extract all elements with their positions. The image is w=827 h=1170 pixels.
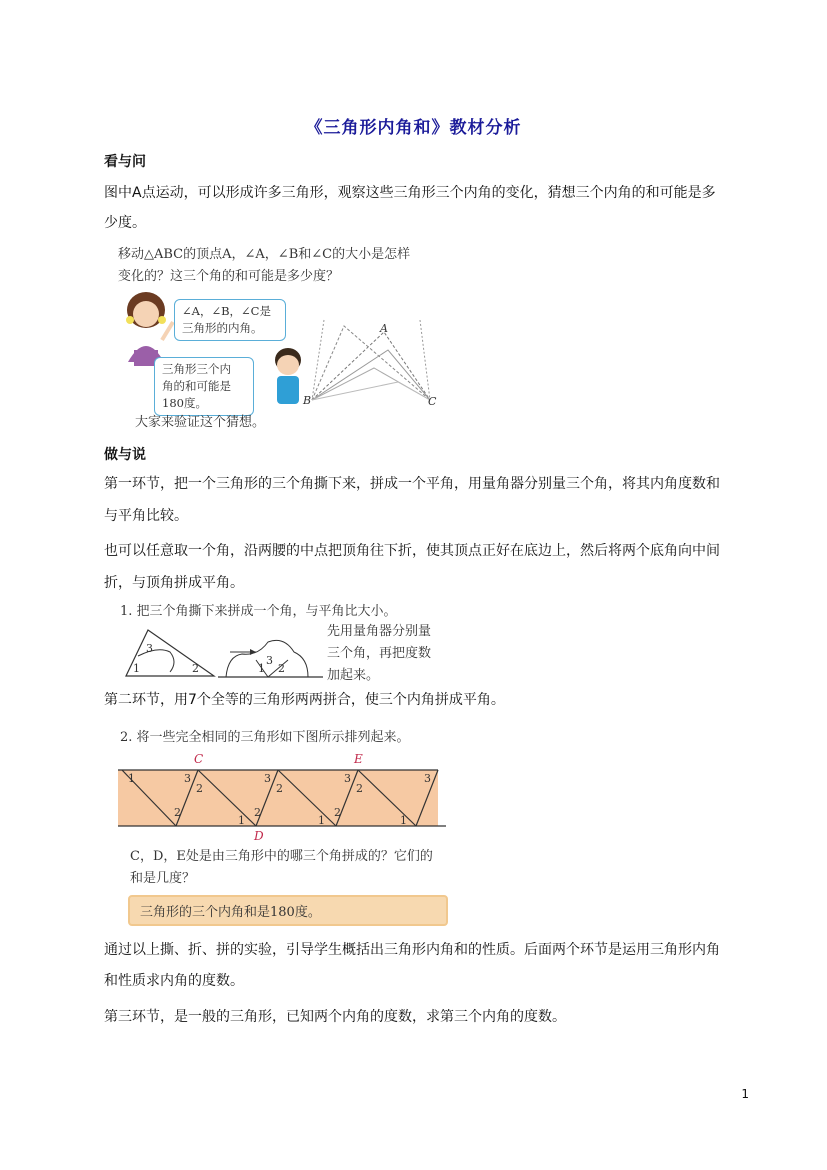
label-D-red: D [254, 829, 264, 842]
figure2-note-line1: 先用量角器分别量 [327, 624, 432, 639]
figure2-tear-diagram [118, 622, 328, 682]
label-C: C [428, 395, 437, 408]
strip-n2-a: 2 [196, 782, 203, 795]
strip-n1-b: 1 [238, 814, 245, 827]
page-number: 1 [741, 1087, 749, 1101]
figure2-task: 1. 把三个角撕下来拼成一个角，与平角比大小。 [120, 604, 397, 619]
boy-icon [275, 348, 301, 404]
paragraph-step3: 第三环节，是一般的三角形，已知两个内角的度数，求第三个内角的度数。 [104, 1009, 566, 1025]
triangle-diagram [312, 320, 430, 400]
strip-n2-d: 2 [254, 806, 261, 819]
fig2-joined-2: 2 [278, 662, 285, 675]
paragraph-summary-line1: 通过以上撕、折、拼的实验，引导学生概括出三角形内角和的性质。后面两个环节是运用三角形内角 [104, 942, 720, 958]
figure3-task: 2. 将一些完全相同的三角形如下图所示排列起来。 [120, 730, 410, 745]
strip-n3-c: 3 [344, 772, 351, 785]
paragraph-fold-line1: 也可以任意取一个角，沿两腰的中点把顶角往下折，使其顶点正好在底边上，然后将两个底角向中间 [104, 543, 720, 559]
strip-n1-a: 1 [128, 772, 135, 785]
page-title: 《三角形内角和》教材分析 [305, 118, 522, 138]
strip-n2-c: 2 [276, 782, 283, 795]
paragraph-step1-line2: 与平角比较。 [104, 508, 188, 524]
paragraph-look-ask-cont: 少度。 [104, 215, 146, 231]
strip-n1-c: 1 [318, 814, 325, 827]
paragraph-fold-line2: 折，与顶角拼成平角。 [104, 575, 244, 591]
strip-n2-e: 2 [356, 782, 363, 795]
bubble-boy-line1: 三角形三个内 [162, 362, 231, 376]
figure2-note [327, 621, 431, 687]
section-heading-do-say: 做与说 [104, 447, 146, 463]
fig2-angle-1: 1 [133, 662, 140, 675]
strip-n2-f: 2 [334, 806, 341, 819]
girl-icon [126, 292, 173, 366]
fig2-angle-2: 2 [192, 662, 199, 675]
figure1-caption: 大家来验证这个猜想。 [135, 415, 266, 430]
paragraph-summary-line2: 和性质求内角的度数。 [104, 973, 244, 989]
speech-bubble-girl [174, 299, 286, 341]
section-heading-look-ask: 看与问 [104, 154, 146, 170]
figure3-strip-diagram [118, 750, 448, 842]
fig2-joined-3: 3 [266, 654, 273, 667]
label-E-red: E [354, 752, 363, 766]
figure1-question-line1: 移动△ABC的顶点A，∠A，∠B和∠C的大小是怎样 [118, 247, 411, 262]
speech-bubble-boy [154, 357, 254, 416]
strip-n3-b: 3 [264, 772, 271, 785]
paragraph-step2: 第二环节，用7个全等的三角形两两拼合，使三个内角拼成平角。 [104, 692, 505, 708]
figure3-question-line1: C，D，E处是由三角形中的哪三个角拼成的？它们的 [130, 849, 433, 864]
paragraph-look-ask: 图中A点运动，可以形成许多三角形，观察这些三角形三个内角的变化，猜想三个内角的和可能是多 [104, 185, 716, 201]
bubble-girl-line1: ∠A，∠B，∠C是 [182, 304, 271, 318]
bubble-boy-line2: 角的和可能是 [162, 379, 231, 393]
bubble-girl-line2: 三角形的内角。 [182, 321, 263, 335]
label-C-red: C [194, 752, 204, 766]
figure2-note-line3: 加起来。 [327, 668, 380, 683]
conclusion-banner: 三角形的三个内角和是180度。 [128, 895, 448, 926]
label-B: B [303, 394, 312, 407]
strip-n1-d: 1 [400, 814, 407, 827]
label-A: A [380, 322, 388, 335]
strip-n3-a: 3 [184, 772, 191, 785]
fig2-angle-3: 3 [146, 642, 153, 655]
fig2-joined-1: 1 [258, 662, 265, 675]
bubble-boy-line3: 180度。 [162, 396, 207, 410]
strip-n3-d: 3 [424, 772, 431, 785]
figure1-question-line2: 变化的？这三个角的和可能是多少度？ [118, 269, 340, 284]
figure3-question-line2: 和是几度？ [130, 871, 196, 886]
figure2-note-line2: 三个角，再把度数 [327, 646, 432, 661]
strip-n2-b: 2 [174, 806, 181, 819]
strip-background [118, 770, 438, 826]
paragraph-step1-line1: 第一环节，把一个三角形的三个角撕下来，拼成一个平角，用量角器分别量三个角，将其内角度数和 [104, 476, 720, 492]
